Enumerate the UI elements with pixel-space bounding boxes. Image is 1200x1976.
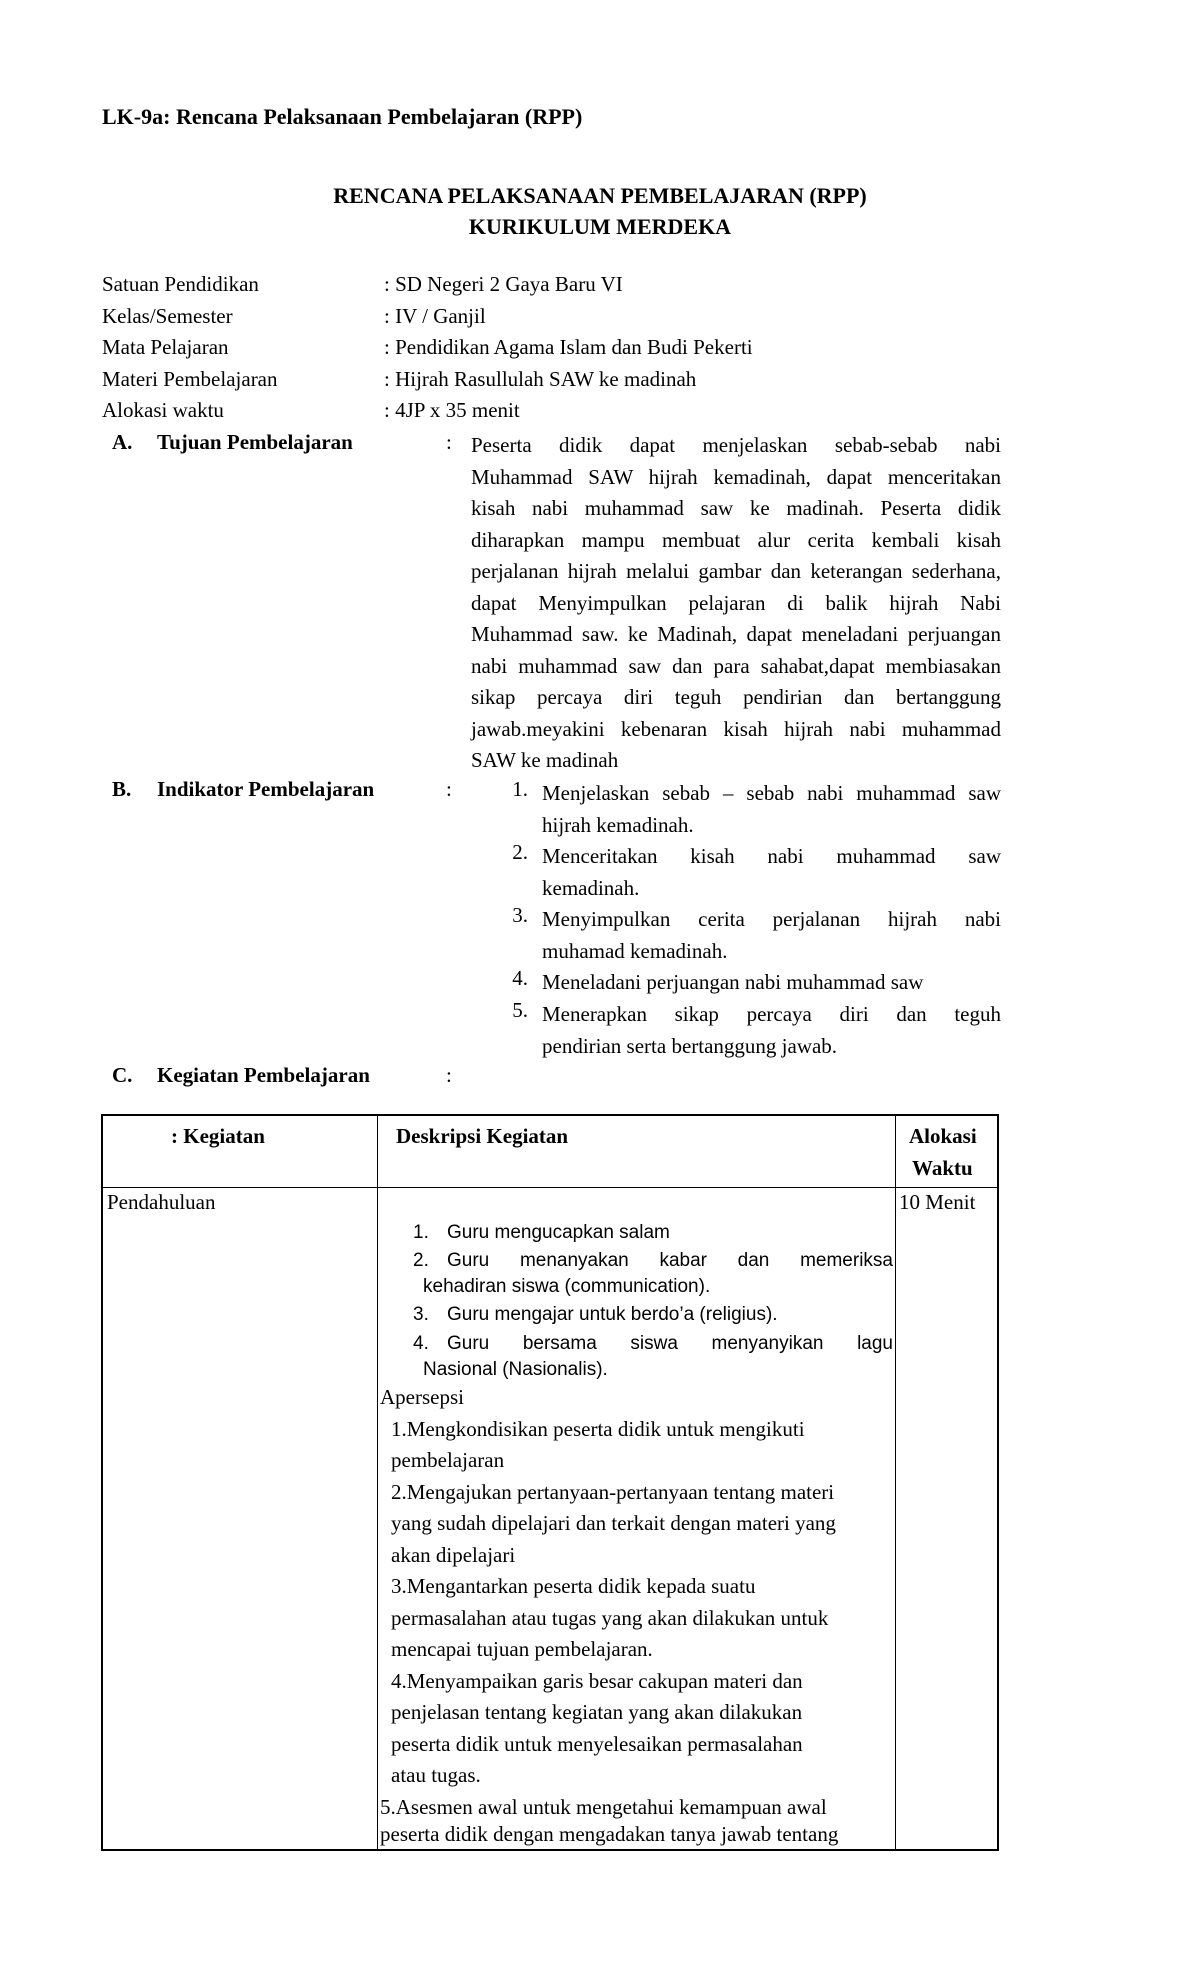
identity-label-material: Materi Pembelajaran [102,367,278,391]
row-kegiatan: Pendahuluan [107,1190,216,1214]
tujuan-line: sikap percaya diri teguh pendirian dan bertanggung [471,685,1001,709]
pendahuluan-text: kehadiran siswa (communication). [423,1276,711,1297]
apersepsi-line: mencapai tujuan pembelajaran. [391,1637,653,1661]
apersepsi-line: akan dipelajari [391,1543,516,1567]
indikator-text: muhamad kemadinah. [542,939,728,963]
identity-label-class: Kelas/Semester [102,304,233,328]
pendahuluan-number: 2. [413,1250,429,1271]
apersepsi-line: 5.Asesmen awal untuk mengetahui kemampuan awal [380,1795,827,1819]
identity-value-class: : IV / Ganjil [384,304,486,328]
section-c-colon: : [446,1063,452,1087]
tujuan-line: Muhammad saw. ke Madinah, dapat meneladani perjuangan [471,622,1001,646]
indikator-text: Menyimpulkan cerita perjalanan hijrah nabi [542,907,1001,931]
tujuan-line: dapat Menyimpulkan pelajaran di balik hijrah Nabi [471,590,1001,615]
indikator-number: 3. [512,903,528,927]
document-title: RENCANA PELAKSANAAN PEMBELAJARAN (RPP) [333,183,867,208]
apersepsi-line: 3.Mengantarkan peserta didik kepada suatu [391,1574,756,1598]
tujuan-line: Muhammad SAW hijrah kemadinah, dapat menceritakan [471,464,1001,489]
indikator-text: hijrah kemadinah. [542,813,694,837]
identity-value-material: : Hijrah Rasullulah SAW ke madinah [384,367,697,391]
worksheet-title: LK-9a: Rencana Pelaksanaan Pembelajaran (RPP) [102,104,583,129]
identity-value-subject: : Pendidikan Agama Islam dan Budi Pekerti [384,335,753,359]
header-alokasi: Alokasi [909,1124,977,1148]
indikator-text: Menjelaskan sebab – sebab nabi muhammad saw [542,781,1001,805]
tujuan-line: jawab.meyakini kebenaran kisah hijrah nabi muhammad [471,716,1001,741]
table-border-top [101,1114,999,1116]
table-header-divider [101,1187,999,1188]
document-subtitle: KURIKULUM MERDEKA [468,214,732,239]
pendahuluan-number: 3. [413,1304,429,1325]
pendahuluan-text: Guru mengajar untuk berdo’a (religius). [447,1304,778,1325]
apersepsi-line: permasalahan atau tugas yang akan dilakukan untuk [391,1606,829,1630]
pendahuluan-number: 1. [413,1222,429,1243]
row-alokasi: 10 Menit [899,1190,976,1214]
pendahuluan-text: Guru menanyakan kabar dan memeriksa [447,1250,893,1271]
apersepsi-label: Apersepsi [380,1385,464,1409]
section-a-colon: : [446,430,452,454]
indikator-text: Meneladani perjuangan nabi muhammad saw [542,970,924,994]
indikator-text: Menerapkan sikap percaya diri dan teguh [542,1002,1001,1026]
table-border-left [101,1114,103,1851]
apersepsi-line: yang sudah dipelajari dan terkait dengan materi yang [391,1511,836,1535]
section-a-title: Tujuan Pembelajaran [157,430,353,454]
section-c-letter: C. [112,1063,133,1087]
identity-value-school: : SD Negeri 2 Gaya Baru VI [384,272,623,296]
indikator-text: kemadinah. [542,876,640,900]
tujuan-line: SAW ke madinah [471,748,619,772]
pendahuluan-text: Guru bersama siswa menyanyikan lagu [447,1333,893,1354]
table-border-bottom [101,1849,999,1851]
kegiatan-table [101,1114,999,1851]
apersepsi-line: penjelasan tentang kegiatan yang akan dilakukan [391,1700,803,1724]
section-a-letter: A. [112,430,133,454]
table-border-right [997,1114,999,1851]
header-kegiatan: : Kegiatan [171,1124,265,1148]
identity-label-time: Alokasi waktu [102,398,224,422]
indikator-number: 2. [512,840,528,864]
tujuan-line: nabi muhammad saw dan para sahabat,dapat membiasakan [471,653,1001,678]
section-b-title: Indikator Pembelajaran [157,777,375,801]
tujuan-paragraph [471,430,1001,777]
apersepsi-line: peserta didik untuk menyelesaikan permasalahan [391,1732,803,1756]
section-c-title: Kegiatan Pembelajaran [157,1063,370,1087]
tujuan-line: diharapkan mampu membuat alur cerita kembali kisah [471,527,1001,552]
identity-value-time: : 4JP x 35 menit [384,398,520,422]
apersepsi-line: peserta didik dengan mengadakan tanya jawab tentang [380,1822,839,1846]
identity-label-subject: Mata Pelajaran [102,335,229,359]
identity-label-school: Satuan Pendidikan [102,272,259,296]
section-b-letter: B. [112,777,132,801]
indikator-text: pendirian serta bertanggung jawab. [542,1034,838,1058]
table-column-divider-2 [895,1114,896,1851]
apersepsi-line: pembelajaran [391,1448,505,1472]
apersepsi-line: 2.Mengajukan pertanyaan-pertanyaan tentang materi [391,1480,835,1504]
apersepsi-line: atau tugas. [391,1763,481,1787]
pendahuluan-text: Guru mengucapkan salam [447,1222,670,1243]
header-deskripsi: Deskripsi Kegiatan [396,1124,569,1148]
tujuan-line: perjalanan hijrah melalui gambar dan keterangan sederhana, [471,559,1001,583]
tujuan-line: kisah nabi muhammad saw ke madinah. Peserta didik [471,496,1001,520]
indikator-text: Menceritakan kisah nabi muhammad saw [542,844,1001,868]
indikator-number: 1. [512,777,528,801]
indikator-number: 5. [512,998,528,1022]
header-waktu: Waktu [912,1156,973,1180]
tujuan-line: Peserta didik dapat menjelaskan sebab-sebab nabi [471,433,1001,457]
pendahuluan-text: Nasional (Nasionalis). [423,1359,608,1380]
section-b-colon: : [446,777,452,801]
apersepsi-line: 4.Menyampaikan garis besar cakupan materi dan [391,1669,803,1693]
table-column-divider-1 [377,1114,378,1851]
indikator-number: 4. [512,966,528,990]
apersepsi-line: 1.Mengkondisikan peserta didik untuk mengikuti [391,1417,805,1441]
pendahuluan-number: 4. [413,1333,429,1354]
